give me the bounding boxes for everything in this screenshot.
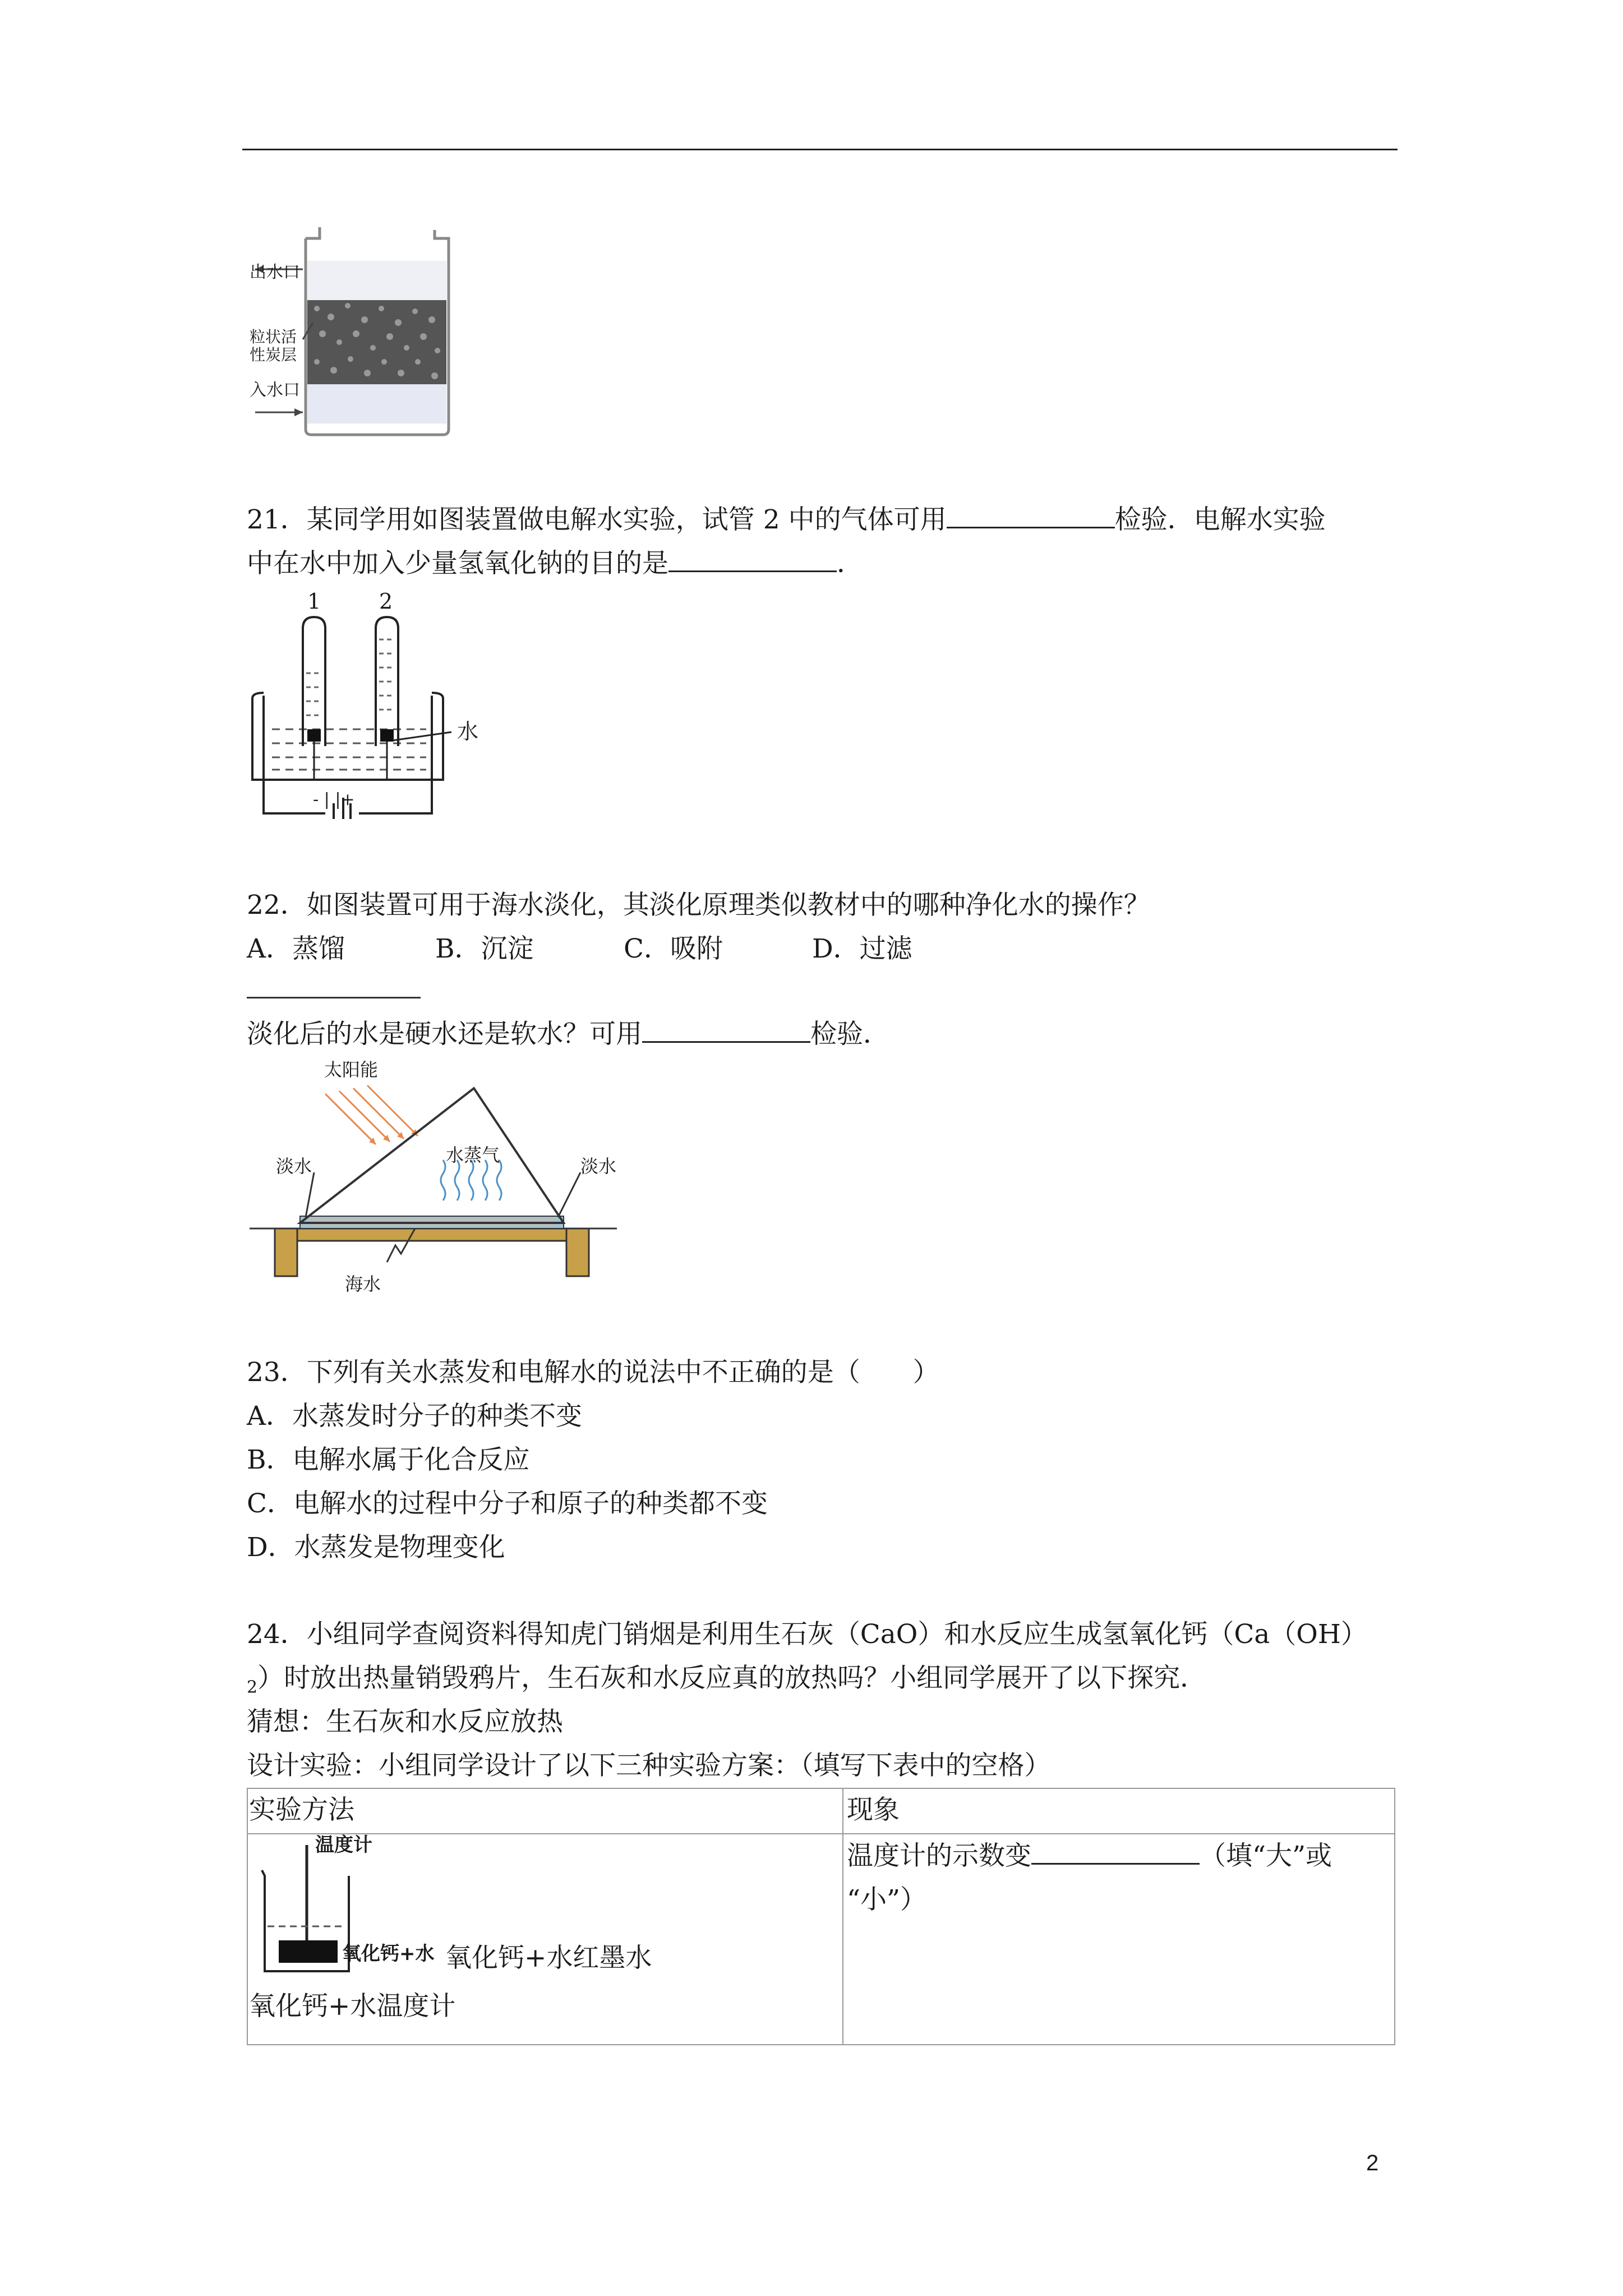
experiment-table xyxy=(247,1788,1395,2045)
desalination-sun-label: 太阳能 xyxy=(324,1059,379,1080)
q21-line1-text-a: 21．某同学用如图装置做电解水实验，试管 2 中的气体可用 xyxy=(247,504,947,535)
table-header-method: 实验方法 xyxy=(249,1795,354,1825)
q24-design: 设计实验：小组同学设计了以下三种实验方案：（填写下表中的空格） xyxy=(247,1750,1051,1781)
electrolysis-water-label: 水 xyxy=(457,719,479,744)
q24-line2-text: ）时放出热量销毁鸦片，生石灰和水反应真的放热吗？小组同学展开了以下探究． xyxy=(257,1663,1207,1694)
q24-line1: 24．小组同学查阅资料得知虎门销烟是利用生石灰（CaO）和水反应生成氢氧化钙（Ca（OH） xyxy=(247,1619,1367,1650)
desalination-freshwater-right-label: 淡水 xyxy=(580,1156,617,1177)
q24-hypothesis: 猜想：生石灰和水反应放热 xyxy=(247,1706,563,1737)
filter-layer-label: 粒状活性炭层 xyxy=(250,328,297,364)
electrolysis-figure xyxy=(247,595,505,819)
q23-stem: 23．下列有关水蒸发和电解水的说法中不正确的是（ ） xyxy=(247,1357,939,1388)
q22-line2 xyxy=(247,1013,889,1056)
filter-outlet-label: 出水口 xyxy=(250,263,300,282)
q23-option-c[interactable]: C．电解水的过程中分子和原子的种类都不变 xyxy=(247,1488,768,1519)
method-text-1: 氧化钙+水红墨水 xyxy=(445,1943,652,1973)
q22-option-b[interactable]: B．沉淀 xyxy=(435,933,534,964)
q21-line2-text-b: ． xyxy=(837,548,863,579)
desalination-freshwater-left-label: 淡水 xyxy=(276,1156,312,1177)
q22-stem: 22．如图装置可用于海水淡化，其淡化原理类似教材中的哪种净化水的操作？ xyxy=(247,890,1150,921)
q21-line2-text-a: 中在水中加入少量氢氧化钠的目的是 xyxy=(247,548,668,579)
q22-blank[interactable] xyxy=(642,1021,810,1043)
q21-line1-text-b: 检验．电解水实验 xyxy=(1114,504,1326,535)
q23-option-a[interactable]: A．水蒸发时分子的种类不变 xyxy=(247,1401,582,1432)
phenomenon-text-a: 温度计的示数变 xyxy=(847,1841,1031,1871)
q22-option-a[interactable]: A．蒸馏 xyxy=(247,933,345,964)
method-text-2: 氧化钙+水温度计 xyxy=(249,1991,456,2022)
table-column-divider xyxy=(842,1789,843,2044)
phenomenon-blank[interactable] xyxy=(1031,1843,1200,1865)
filter-inlet-label: 入水口 xyxy=(250,380,300,400)
electrolysis-battery-label: - | |+ xyxy=(313,790,355,809)
q21-line2 xyxy=(247,542,863,586)
q21-blank-1[interactable] xyxy=(947,507,1115,528)
q23-option-d[interactable]: D．水蒸发是物理变化 xyxy=(247,1532,505,1563)
q22-option-d[interactable]: D．过滤 xyxy=(812,933,912,964)
q21-line1 xyxy=(247,498,1326,542)
q23-option-b[interactable]: B．电解水属于化合反应 xyxy=(247,1444,530,1475)
thermometer-label: 温度计 xyxy=(315,1834,372,1856)
desalination-seawater-label: 海水 xyxy=(345,1273,381,1295)
header-rule xyxy=(242,149,1398,150)
electrolysis-tube2-label: 2 xyxy=(379,589,393,614)
desalination-vapor-label: 水蒸气 xyxy=(446,1144,500,1166)
beaker-label-small: 氧化钙+水 xyxy=(342,1943,435,1965)
table-header-phenomenon: 现象 xyxy=(847,1795,900,1825)
q22-line2-text-b: 检验． xyxy=(810,1019,889,1050)
phenomenon-line2: “小”） xyxy=(847,1884,927,1915)
q24-subscript: 2 xyxy=(247,1677,258,1697)
q21-blank-2[interactable] xyxy=(668,550,837,572)
desalination-figure xyxy=(247,1060,651,1307)
phenomenon-line1 xyxy=(847,1835,1332,1878)
q22-answer-line[interactable] xyxy=(247,997,421,999)
q22-line2-text-a: 淡化后的水是硬水还是软水？可用 xyxy=(247,1019,642,1050)
table-header-divider xyxy=(248,1833,1394,1834)
q22-option-c[interactable]: C．吸附 xyxy=(624,933,723,964)
carbon-layer xyxy=(307,300,446,384)
electrolysis-tube1-label: 1 xyxy=(307,589,321,614)
page-number: 2 xyxy=(1366,2151,1379,2175)
phenomenon-text-b: （填“大”或 xyxy=(1200,1841,1332,1871)
